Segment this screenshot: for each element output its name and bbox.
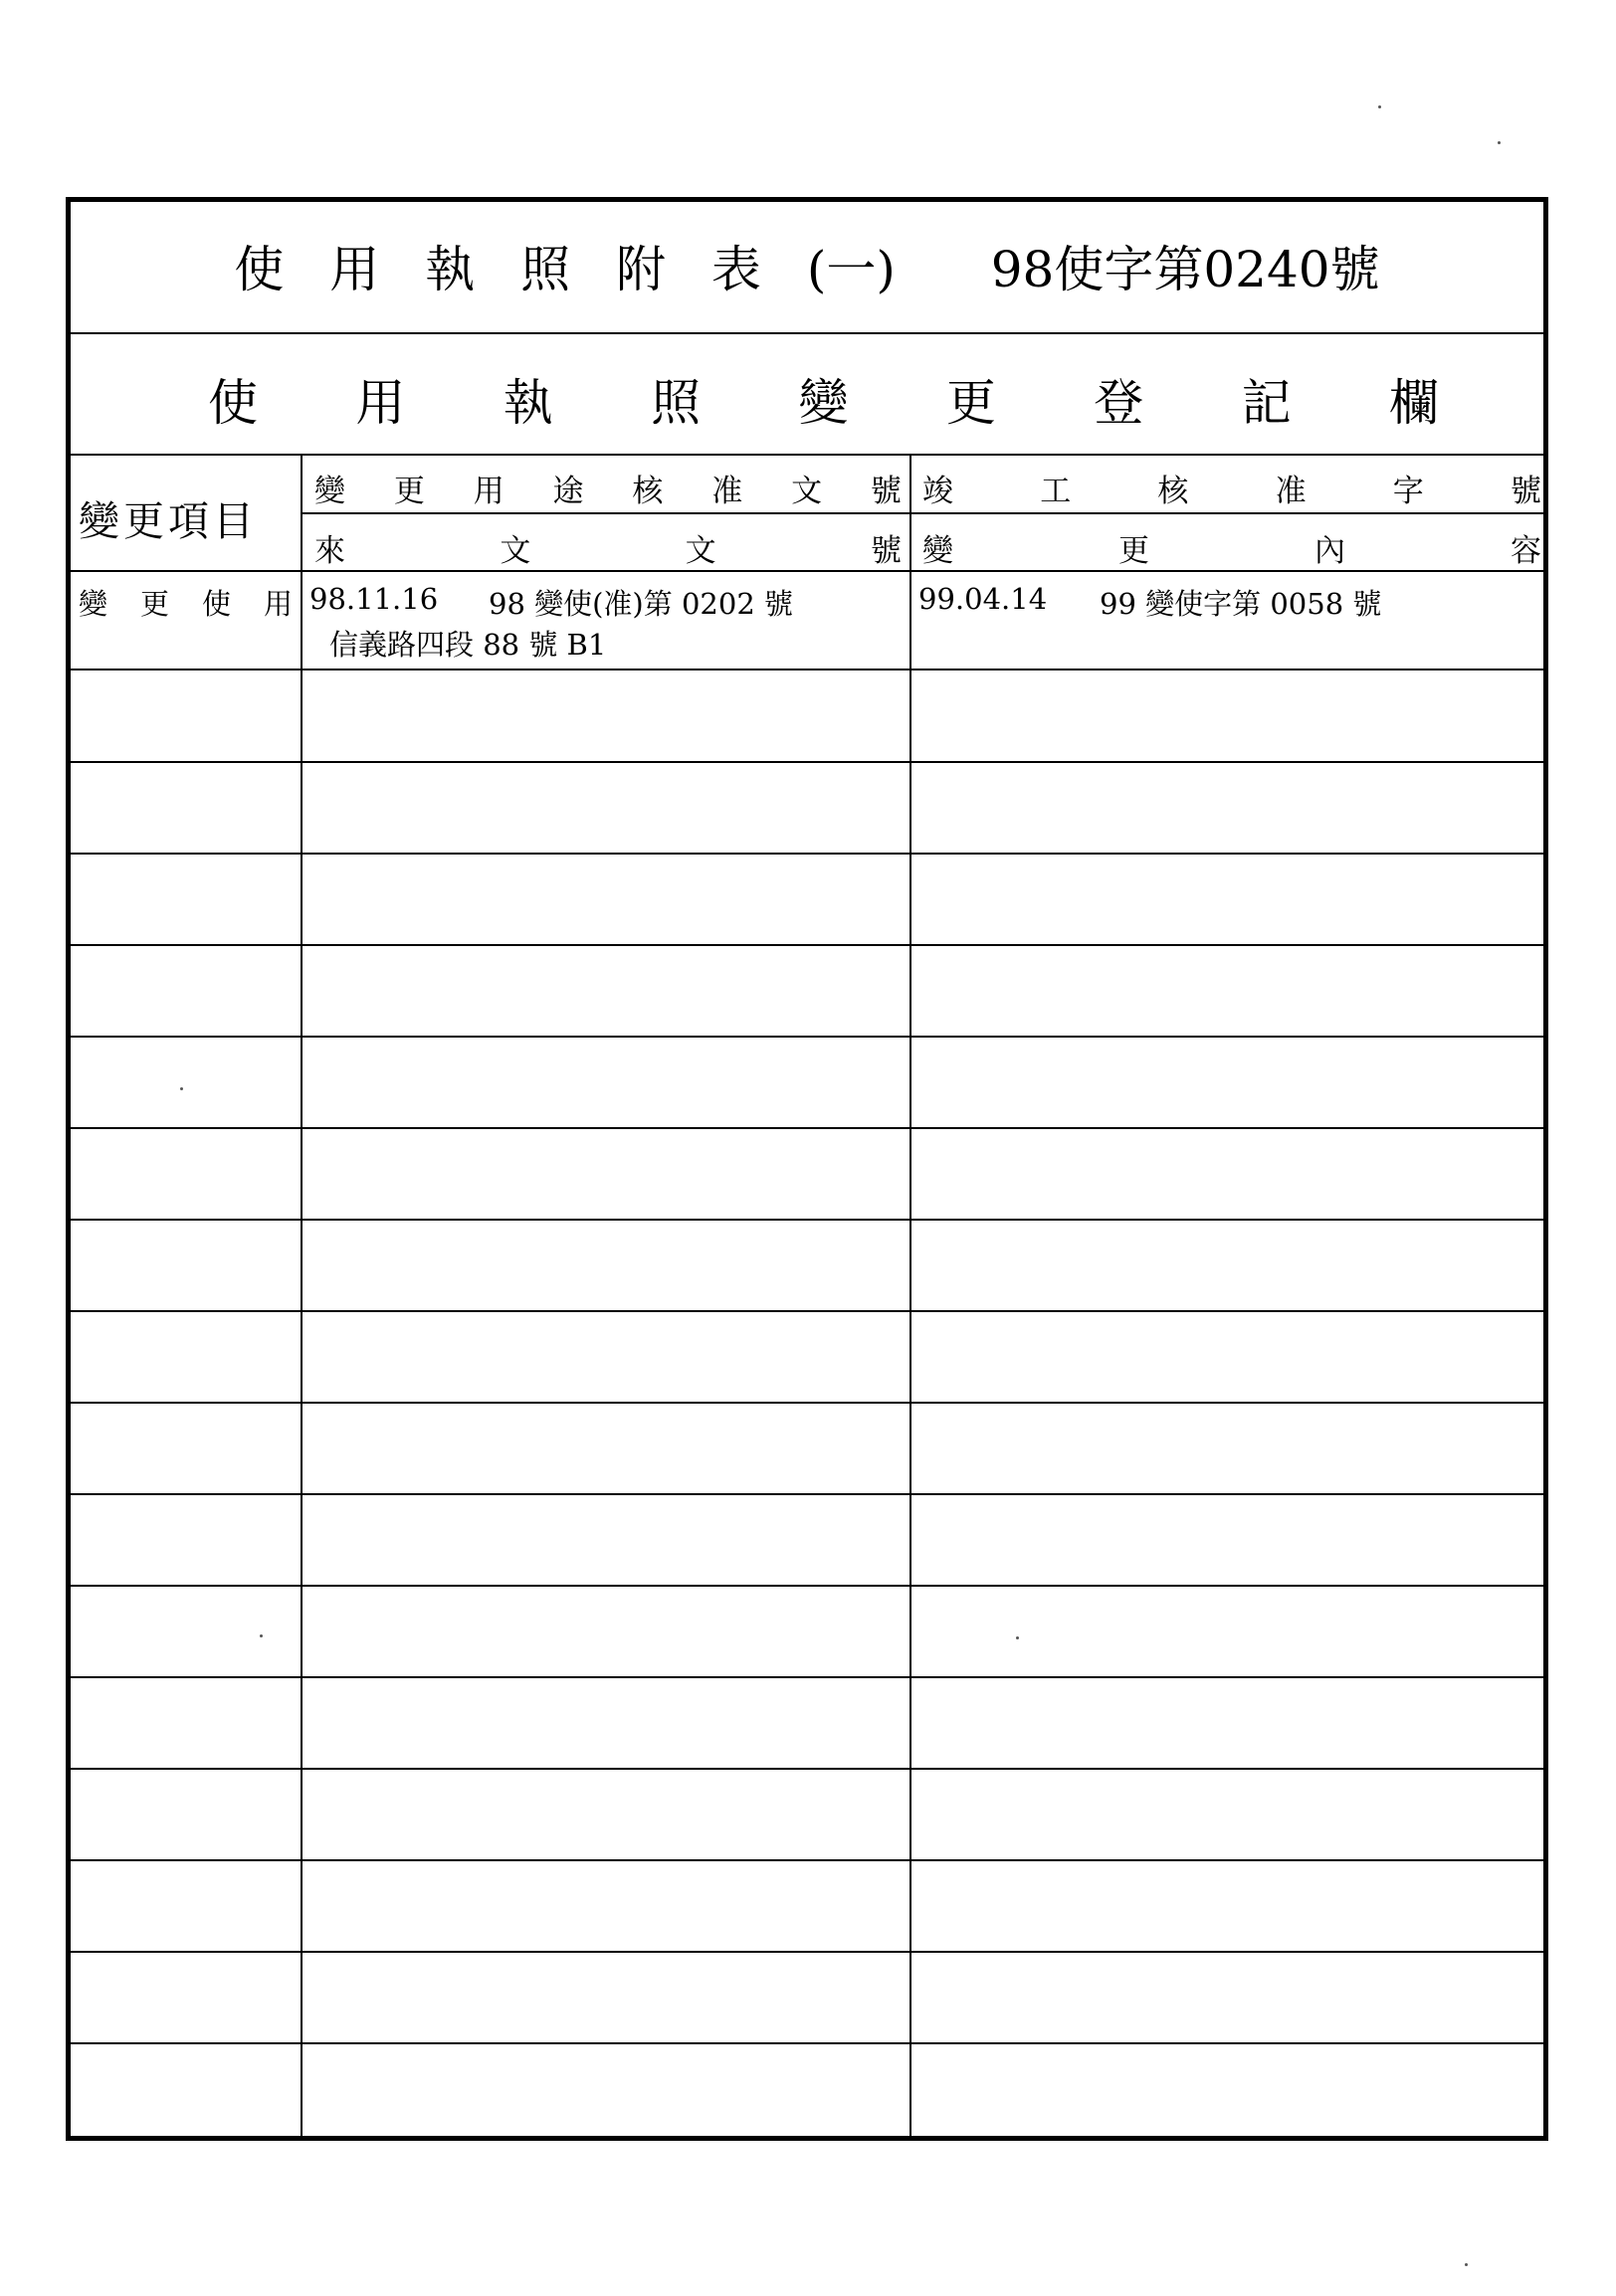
form-title — [71, 230, 1543, 301]
header-char: 核 — [1157, 474, 1189, 509]
col2-header-top — [922, 466, 1541, 510]
header-char: 文 — [685, 533, 716, 569]
header-char: 變 — [922, 533, 953, 569]
header-char: 來 — [314, 533, 345, 569]
header-char: 核 — [632, 474, 664, 509]
section-title-char: 照 — [651, 374, 702, 432]
section-title-char: 記 — [1241, 374, 1292, 432]
section-title-char: 使 — [208, 374, 258, 432]
row-item — [79, 582, 293, 623]
header-char: 更 — [1118, 533, 1149, 569]
header-char: 號 — [1510, 474, 1541, 509]
header-char: 工 — [1040, 474, 1072, 509]
item-column-header: 變更項目 — [79, 497, 258, 545]
approval-number: 98 變使(准)第 0202 號 — [489, 587, 793, 621]
col1-header-bottom — [314, 525, 902, 570]
title-char: 執 — [425, 241, 476, 298]
header-char: 文 — [791, 474, 823, 509]
header-char: 號 — [870, 474, 902, 509]
section-title-char: 登 — [1094, 374, 1144, 432]
header-char: 用 — [473, 474, 505, 509]
section-title-char: 用 — [355, 374, 406, 432]
header-char: 途 — [552, 474, 584, 509]
item-char: 更 — [139, 587, 169, 621]
header-char: 字 — [1392, 474, 1424, 509]
header-char: 准 — [1275, 474, 1307, 509]
col1-header-top — [314, 466, 902, 510]
section-title-char: 執 — [503, 374, 553, 432]
header-char: 號 — [870, 533, 902, 569]
title-char: 表 — [710, 241, 761, 298]
usage-license-change-form — [66, 197, 1548, 2141]
header-char: 內 — [1314, 533, 1345, 569]
completion-number: 99 變使字第 0058 號 — [1100, 587, 1382, 621]
section-title — [208, 363, 1439, 433]
section-title-char: 更 — [945, 374, 996, 432]
title-char: 附 — [616, 241, 666, 298]
header-char: 容 — [1511, 533, 1541, 569]
header-char: 准 — [711, 474, 743, 509]
title-char: 用 — [329, 241, 380, 298]
approval-date: 98.11.16 — [309, 582, 439, 616]
title-char: 使 — [234, 241, 285, 298]
header-char: 竣 — [922, 474, 953, 509]
completion-date: 99.04.14 — [918, 582, 1048, 616]
section-title-char: 變 — [798, 374, 849, 432]
title-char: (一) — [806, 241, 896, 298]
item-char: 使 — [201, 587, 231, 621]
item-char: 用 — [263, 587, 293, 621]
address: 信義路四段 88 號 B1 — [329, 628, 607, 662]
item-char: 變 — [79, 587, 108, 621]
col2-header-bottom — [922, 525, 1541, 570]
header-char: 更 — [393, 474, 425, 509]
header-char: 文 — [500, 533, 531, 569]
title-char: 照 — [520, 241, 571, 298]
document-number: 98使字第0240號 — [990, 241, 1380, 298]
header-char: 變 — [314, 474, 345, 509]
section-title-char: 欄 — [1389, 374, 1439, 432]
